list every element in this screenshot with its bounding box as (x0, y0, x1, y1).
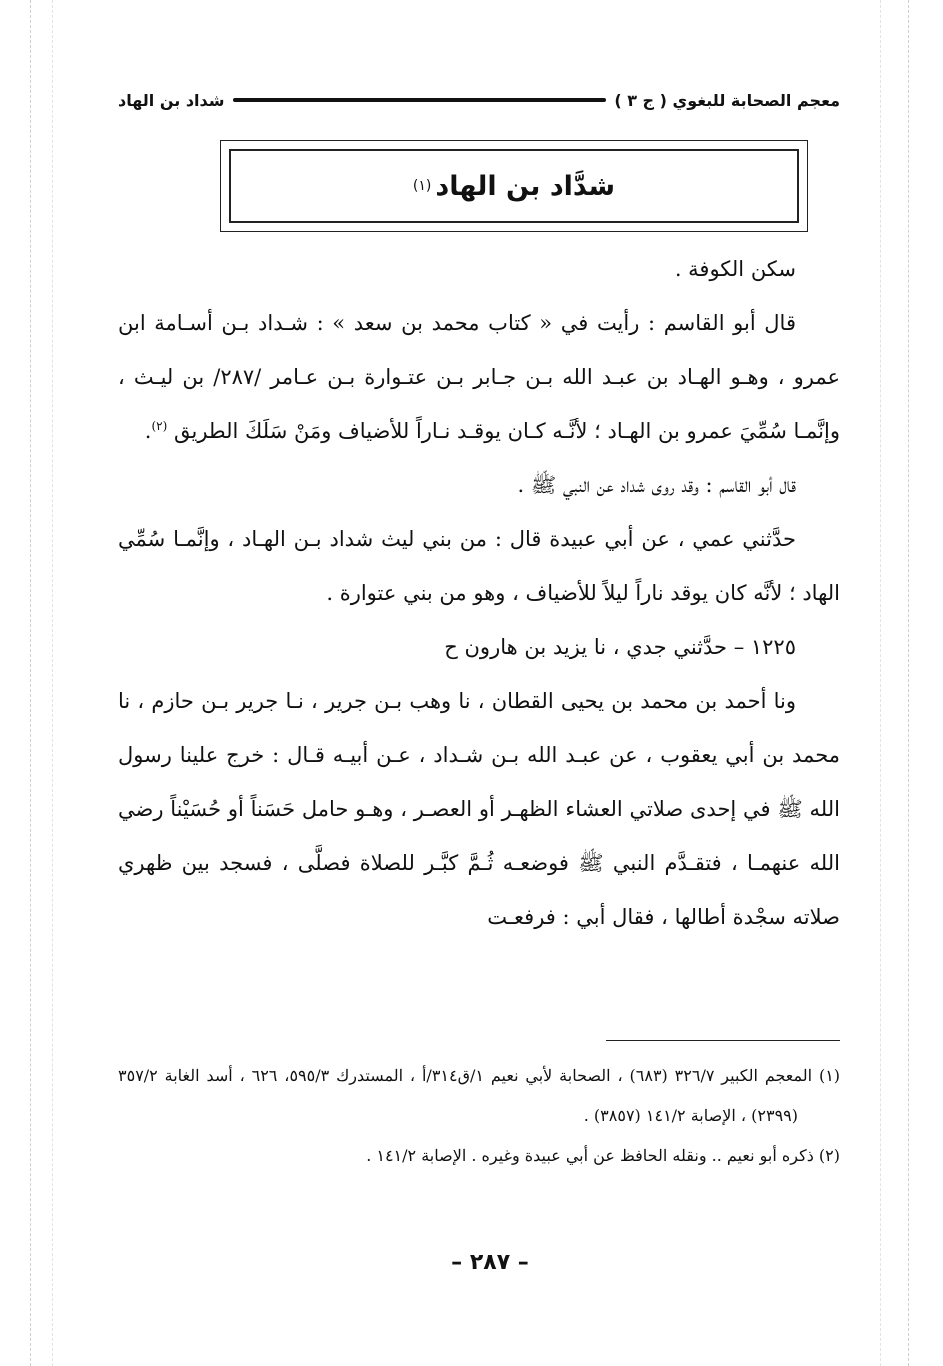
footnote-rule (606, 1040, 840, 1041)
paragraph-residence: سكن الكوفة . (674, 257, 796, 281)
paragraph-narration: قال أبو القاسم : وقد روى شداد عن النبي ﷺ . (517, 473, 796, 497)
lineage-text: قال أبو القاسم : رأيت في « كتاب محمد بن سعد » : شـداد بـن أسـامة ابن عمرو ، وهـو الهـاد بن عبـد الله بـن جـابر بـن عتـوارة بـن عـامر /٢٨٧/ بن ليـث ، وإنَّمـا سُمِّيَ عمرو بن الهـاد ؛ لأنَّـه كـان يوقـد نـاراً للأضياف ومَنْ سَلَكَ الطريق (118, 311, 840, 443)
footnotes (118, 1056, 840, 1176)
header-rule (233, 98, 607, 102)
page-number: – ٢٨٧ – (451, 1250, 529, 1275)
scan-edge-right-inner (880, 0, 881, 1366)
header-book-title: معجم الصحابة للبغوي ( ج ٣ ) (614, 90, 840, 110)
lineage-end: . (144, 419, 152, 443)
body-text (118, 242, 840, 944)
paragraph-hadith-text: ونا أحمد بن محمد بن يحيى القطان ، نا وهب بـن جرير ، نـا جرير بـن حازم ، نا محمد بن أبي يعقوب ، عن عبـد الله بـن شـداد ، عـن أبيـه قـال : خرج علينا رسول الله ﷺ في إحدى صلاتي العشاء الظهـر أو العصـر ، وهـو حامل حَسَناً أو حُسَيْناً رضي الله عنهمـا ، فتقـدَّم النبي ﷺ فوضعـه ثُـمَّ كبَّـر للصلاة فصلَّى ، فسجد بين ظهري صلاته سجْدة أطالها ، فقال أبي : فرفعـت (118, 689, 840, 929)
scan-edge-right (908, 0, 909, 1366)
paragraph-hadith-number: ١٢٢٥ – حدَّثني جدي ، نا يزيد بن هارون ح (444, 635, 796, 659)
entry-title-frame (229, 149, 799, 223)
entry-title: شدَّاد بن الهاد (435, 170, 616, 202)
running-header (118, 84, 840, 116)
paragraph-naming: حدَّثني عمي ، عن أبي عبيدة قال : من بني ليث شداد بـن الهـاد ، وإنَّمـا سُمِّي الهاد ؛ لأنَّه كان يوقد ناراً ليلاً للأضياف ، وهو من بني عتوارة . (118, 527, 840, 605)
footnote-2: (٢) ذكره أبو نعيم .. ونقله الحافظ عن أبي عبيدة وغيره . الإصابة ١٤١/٢ . (366, 1146, 840, 1165)
lineage-footnote-ref: (٢) (151, 419, 168, 433)
header-entry-name: شداد بن الهاد (118, 90, 225, 110)
scan-edge-left-inner (52, 0, 53, 1366)
footnote-1: (١) المعجم الكبير ٣٢٦/٧ (٦٨٣) ، الصحابة لأبي نعيم ١/ق٣١٤/أ ، المستدرك ٥٩٥/٣، ٦٢٦ ، أسد الغابة ٣٥٧/٢ (٢٣٩٩) ، الإصابة ١٤١/٢ (٣٨٥٧) . (118, 1066, 841, 1125)
scan-edge-left (30, 0, 31, 1366)
title-footnote-ref: (١) (412, 178, 432, 194)
paragraph-lineage (118, 296, 840, 458)
entry-title-box (220, 140, 808, 232)
